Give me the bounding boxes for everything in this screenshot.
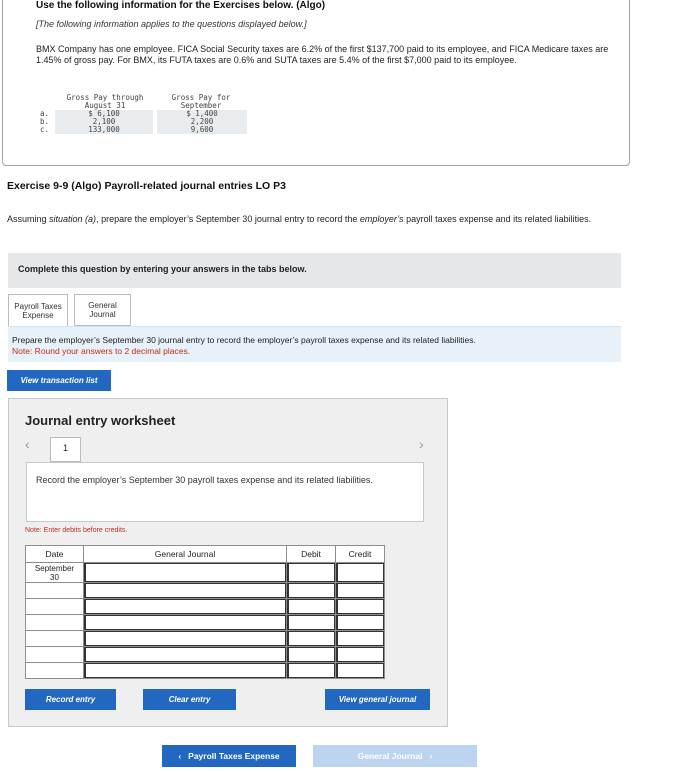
- instr-mid: , prepare the employer’s September 30 journal entry to record the: [96, 214, 360, 224]
- next-tab-button[interactable]: [313, 745, 477, 767]
- table-row: [26, 599, 385, 615]
- chevron-right-icon: ›: [429, 751, 433, 761]
- tab-payroll-taxes-expense[interactable]: [8, 294, 68, 326]
- date-cell[interactable]: [26, 563, 84, 583]
- tab-label-line2: Journal: [89, 310, 116, 319]
- credit-input[interactable]: [336, 615, 385, 631]
- col-header-for: Gross Pay for: [171, 93, 231, 102]
- journal-table: [25, 545, 385, 679]
- record-entry-button[interactable]: Record entry: [25, 689, 116, 710]
- date-cell[interactable]: [26, 631, 84, 647]
- tab-general-journal[interactable]: [74, 294, 131, 326]
- date-month: September: [34, 564, 75, 573]
- clear-entry-button[interactable]: Clear entry: [143, 689, 236, 710]
- credit-input[interactable]: [336, 663, 385, 679]
- exercise-instructions: [7, 214, 617, 225]
- debit-note: Note: Enter debits before credits.: [25, 527, 128, 534]
- debit-input[interactable]: [287, 615, 336, 631]
- col-header-through-2: August 31: [84, 101, 126, 110]
- account-input[interactable]: [84, 599, 287, 615]
- account-input[interactable]: [84, 583, 287, 599]
- col-date: Date: [26, 546, 84, 563]
- worksheet-title: Journal entry worksheet: [25, 413, 176, 428]
- account-input[interactable]: [84, 663, 287, 679]
- col-credit: Credit: [336, 546, 385, 563]
- col-header-for-2: September: [180, 101, 222, 110]
- view-general-journal-button[interactable]: View general journal: [325, 689, 430, 710]
- credit-input[interactable]: [336, 583, 385, 599]
- exercise-heading: Exercise 9-9 (Algo) Payroll-related journal entries LO P3: [7, 180, 286, 192]
- instr-situation: situation (a): [49, 214, 97, 224]
- debit-input[interactable]: [287, 663, 336, 679]
- for-value: $ 1,400: [155, 110, 247, 118]
- debit-input[interactable]: [287, 563, 336, 583]
- date-cell[interactable]: [26, 615, 84, 631]
- journal-entry-worksheet: [8, 398, 448, 727]
- date-cell[interactable]: [26, 647, 84, 663]
- complete-question-text: Complete this question by entering your answers in the tabs below.: [18, 264, 307, 274]
- for-value: 9,600: [155, 126, 247, 134]
- table-row: [33, 126, 247, 134]
- row-label: c.: [40, 125, 50, 134]
- debit-input[interactable]: [287, 647, 336, 663]
- date-cell[interactable]: [26, 663, 84, 679]
- table-row: [33, 118, 247, 126]
- prev-tab-button[interactable]: [162, 745, 296, 767]
- account-input[interactable]: [84, 563, 287, 583]
- col-debit: Debit: [287, 546, 336, 563]
- tab-label-line2: Expense: [22, 310, 54, 320]
- row-label: a.: [40, 109, 50, 118]
- date-day: 30: [50, 573, 59, 582]
- chevron-right-icon[interactable]: ›: [419, 436, 424, 452]
- info-title: Use the following information for the Exercises below. (Algo): [36, 0, 326, 11]
- table-row: [26, 647, 385, 663]
- table-row: [26, 663, 385, 679]
- debit-input[interactable]: [287, 631, 336, 647]
- table-row: [26, 563, 385, 583]
- exercise-info-box: [2, 0, 630, 166]
- chevron-left-icon: ‹: [178, 751, 182, 761]
- info-description: BMX Company has one employee. FICA Social Security taxes are 6.2% of the first $137,700 paid to its employee, and FICA Medicare taxes are 1.45% of gross pay. For BMX, its FUTA taxes are 0.6% and SUTA taxes are 5.4% of the first $7,000 paid to its employee.: [36, 44, 609, 65]
- info-note: [The following information applies to the questions displayed below.]: [36, 19, 307, 29]
- table-row: [33, 110, 247, 118]
- task-text: Record the employer’s September 30 payroll taxes expense and its related liabilities.: [36, 475, 373, 485]
- through-value: 2,100: [55, 118, 155, 126]
- debit-input[interactable]: [287, 583, 336, 599]
- complete-question-bar: [8, 253, 621, 288]
- debit-input[interactable]: [287, 599, 336, 615]
- view-transaction-list-button[interactable]: View transaction list: [7, 370, 111, 391]
- prev-tab-label: Payroll Taxes Expense: [188, 751, 280, 761]
- gross-pay-table: [33, 94, 247, 134]
- account-input[interactable]: [84, 647, 287, 663]
- rounding-note: Note: Round your answers to 2 decimal places.: [12, 346, 191, 356]
- instr-employer: employer’s: [359, 214, 404, 224]
- table-row: [26, 631, 385, 647]
- col-header-through: Gross Pay through: [66, 93, 144, 102]
- credit-input[interactable]: [336, 631, 385, 647]
- instruction-text: Prepare the employer’s September 30 journal entry to record the employer’s payroll taxes expense and its related liabilities.: [12, 335, 476, 345]
- instr-post: payroll taxes expense and its related liabilities.: [403, 214, 592, 224]
- date-cell[interactable]: [26, 599, 84, 615]
- through-value: $ 6,100: [55, 110, 155, 118]
- next-tab-label: General Journal: [357, 751, 423, 761]
- table-row: [26, 615, 385, 631]
- task-box: [26, 462, 424, 522]
- tab-label-line1: General: [88, 301, 117, 310]
- row-label: b.: [40, 117, 50, 126]
- page-number[interactable]: 1: [50, 437, 81, 462]
- credit-input[interactable]: [336, 647, 385, 663]
- table-row: [26, 583, 385, 599]
- instr-pre: Assuming: [7, 214, 50, 224]
- tab-label-line1: Payroll Taxes: [14, 301, 62, 311]
- for-value: 2,200: [155, 118, 247, 126]
- account-input[interactable]: [84, 615, 287, 631]
- account-input[interactable]: [84, 631, 287, 647]
- credit-input[interactable]: [336, 563, 385, 583]
- chevron-left-icon[interactable]: ‹: [25, 436, 30, 452]
- col-general-journal: General Journal: [84, 546, 287, 563]
- credit-input[interactable]: [336, 599, 385, 615]
- date-cell[interactable]: [26, 583, 84, 599]
- through-value: 133,000: [55, 126, 155, 134]
- instruction-strip: [8, 326, 621, 362]
